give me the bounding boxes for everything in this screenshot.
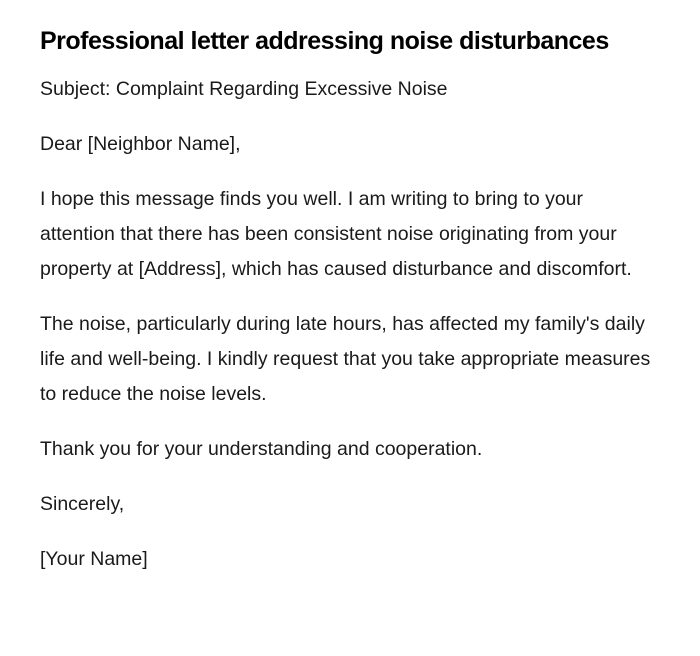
closing: Sincerely, — [40, 493, 125, 515]
body-paragraph: The noise, particularly during late hours, has affected my family's daily life and well-being. I kindly request that you take appropriate measures to reduce the noise levels. — [40, 313, 651, 405]
salutation: Dear [Neighbor Name], — [40, 133, 241, 155]
thanks-line: Thank you for your understanding and cooperation. — [40, 438, 483, 460]
page-title: Professional letter addressing noise disturbances — [40, 27, 609, 55]
signature-name: [Your Name] — [40, 548, 148, 570]
subject-line: Subject: Complaint Regarding Excessive Noise — [40, 78, 448, 100]
body-paragraph: I hope this message finds you well. I am writing to bring to your attention that there has been consistent noise originating from your property at [Address], which has caused disturbance and discomfort. — [40, 188, 632, 280]
